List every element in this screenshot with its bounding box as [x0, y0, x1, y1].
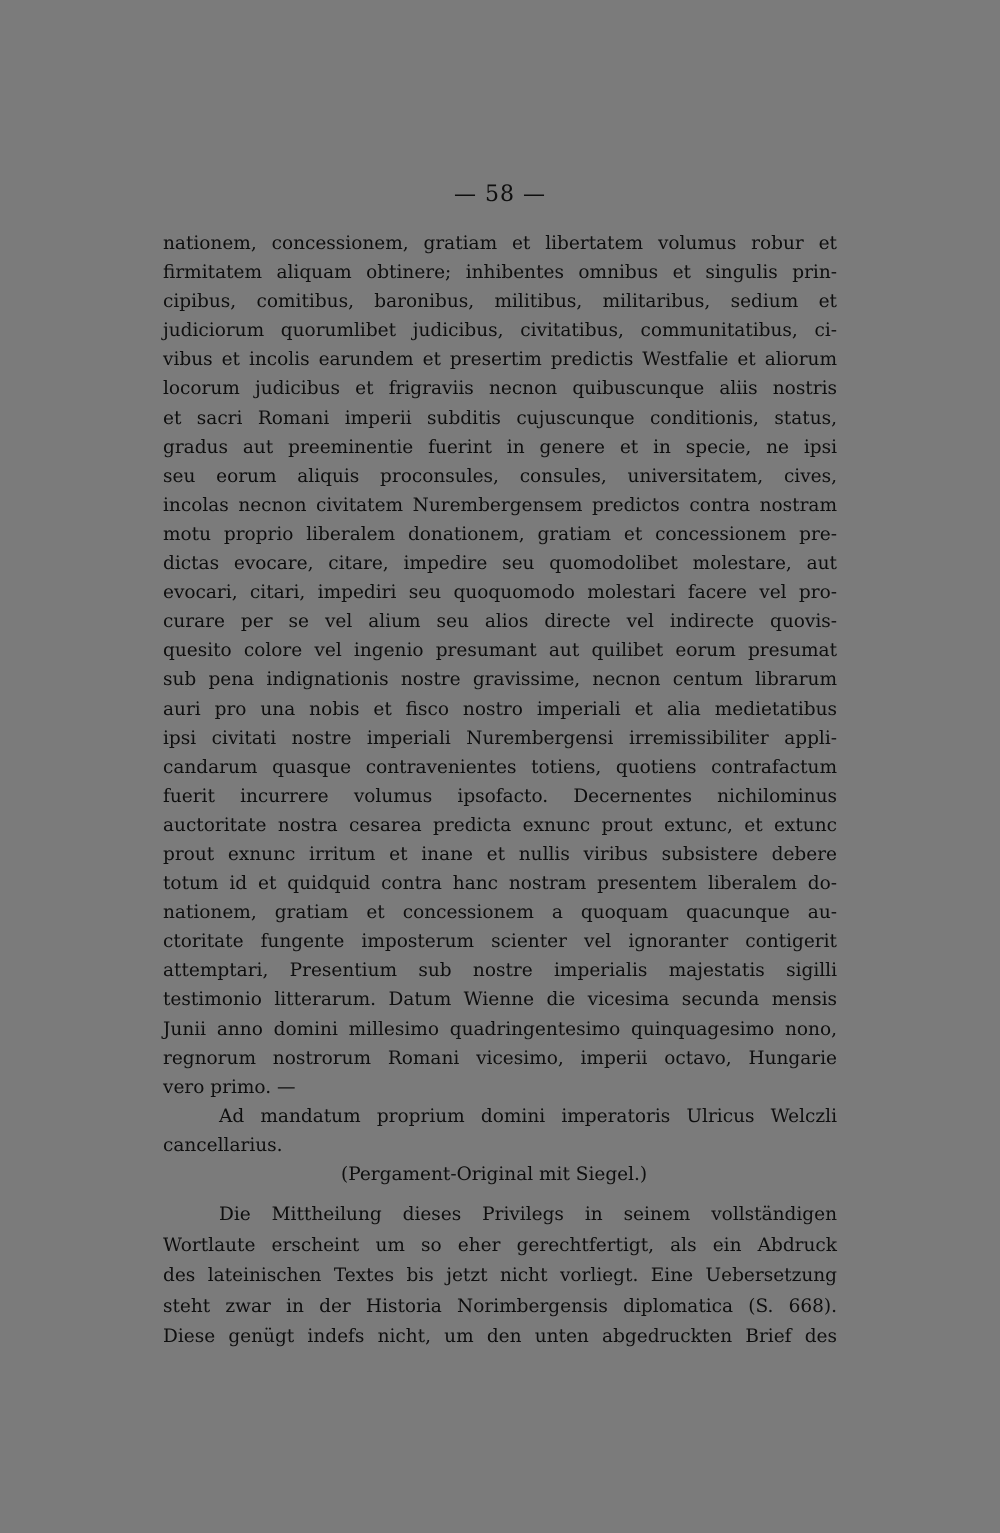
- text-line: quesito colore vel ingenio presumant aut quilibet eorum presumat: [163, 640, 837, 662]
- text-line: nationem, gratiam et concessionem a quoquam quacunque au-: [163, 902, 837, 924]
- text-line: et sacri Romani imperii subditis cujuscunque conditionis, status,: [163, 407, 837, 429]
- source-note: (Pergament-Original mit Siegel.): [341, 1164, 648, 1185]
- text-line: ctoritate fungente imposterum scienter vel ignoranter contigerit: [163, 931, 837, 953]
- text-line: judiciorum quorumlibet judicibus, civitatibus, communitatibus, ci-: [163, 320, 837, 342]
- text-line: dictas evocare, citare, impedire seu quomodolibet molestare, aut: [163, 553, 837, 575]
- text-line: incolas necnon civitatem Nurembergensem predictos contra nostram: [163, 494, 837, 516]
- text-line: Wortlaute erscheint um so eher gerechtfertigt, als ein Abdruck: [163, 1234, 837, 1256]
- mandate-end: cancellarius.: [163, 1134, 283, 1156]
- text-line: curare per se vel alium seu alios directe vel indirecte quovis-: [163, 611, 837, 633]
- text-line: sub pena indignationis nostre gravissime, necnon centum librarum: [163, 669, 837, 691]
- text-line: nationem, concessionem, gratiam et libertatem volumus robur et: [163, 233, 837, 254]
- text-line: des lateinischen Textes bis jetzt nicht vorliegt. Eine Uebersetzung: [163, 1265, 837, 1286]
- text-line: steht zwar in der Historia Norimbergensis diplomatica (S. 668).: [163, 1295, 837, 1317]
- text-line: attemptari, Presentium sub nostre imperialis majestatis sigilli: [163, 960, 837, 982]
- text-line: fuerit incurrere volumus ipsofacto. Decernentes nichilominus: [163, 785, 837, 807]
- text-line: vero primo. —: [163, 1076, 296, 1098]
- text-line: prout exnunc irritum et inane et nullis viribus subsistere debere: [163, 843, 837, 865]
- text-line: Die Mittheilung dieses Privilegs in seinem vollständigen: [219, 1204, 837, 1225]
- text-line: totum id et quidquid contra hanc nostram presentem liberalem do-: [163, 873, 837, 895]
- text-line: regnorum nostrorum Romani vicesimo, imperii octavo, Hungarie: [163, 1047, 837, 1069]
- text-line: Diese genügt indefs nicht, um den unten abgedruckten Brief des: [163, 1326, 837, 1347]
- text-line: motu proprio liberalem donationem, gratiam et concessionem pre-: [163, 523, 837, 545]
- text-line: cipibus, comitibus, baronibus, militibus, militaribus, sedium et: [163, 291, 837, 313]
- page-number: — 58 —: [454, 182, 546, 207]
- text-line: ipsi civitati nostre imperiali Nurembergensi irremissibiliter appli-: [163, 727, 837, 749]
- text-line: locorum judicibus et frigraviis necnon quibuscunque aliis nostris: [163, 378, 837, 400]
- text-line: testimonio litterarum. Datum Wienne die vicesima secunda mensis: [163, 989, 837, 1011]
- text-line: firmitatem aliquam obtinere; inhibentes omnibus et singulis prin-: [163, 262, 837, 284]
- text-line: seu eorum aliquis proconsules, consules, universitatem, cives,: [163, 465, 837, 487]
- german-commentary-text: [163, 1200, 837, 1353]
- text-line: auri pro una nobis et fisco nostro imperiali et alia medietatibus: [163, 698, 837, 720]
- mandate-line: Ad mandatum proprium domini imperatoris Ulricus Welczli: [219, 1105, 837, 1127]
- text-line: evocari, citari, impediri seu quoquomodo molestari facere vel pro-: [163, 582, 837, 604]
- text-line: candarum quasque contravenientes totiens, quotiens contrafactum: [163, 756, 837, 778]
- text-line: gradus aut preeminentie fuerint in genere et in specie, ne ipsi: [163, 436, 837, 458]
- text-line: vibus et incolis earundem et presertim predictis Westfalie et aliorum: [163, 349, 837, 371]
- text-line: auctoritate nostra cesarea predicta exnunc prout extunc, et extunc: [163, 814, 837, 836]
- latin-document-text: [163, 229, 837, 1189]
- text-line: Junii anno domini millesimo quadringentesimo quinquagesimo nono,: [163, 1018, 837, 1040]
